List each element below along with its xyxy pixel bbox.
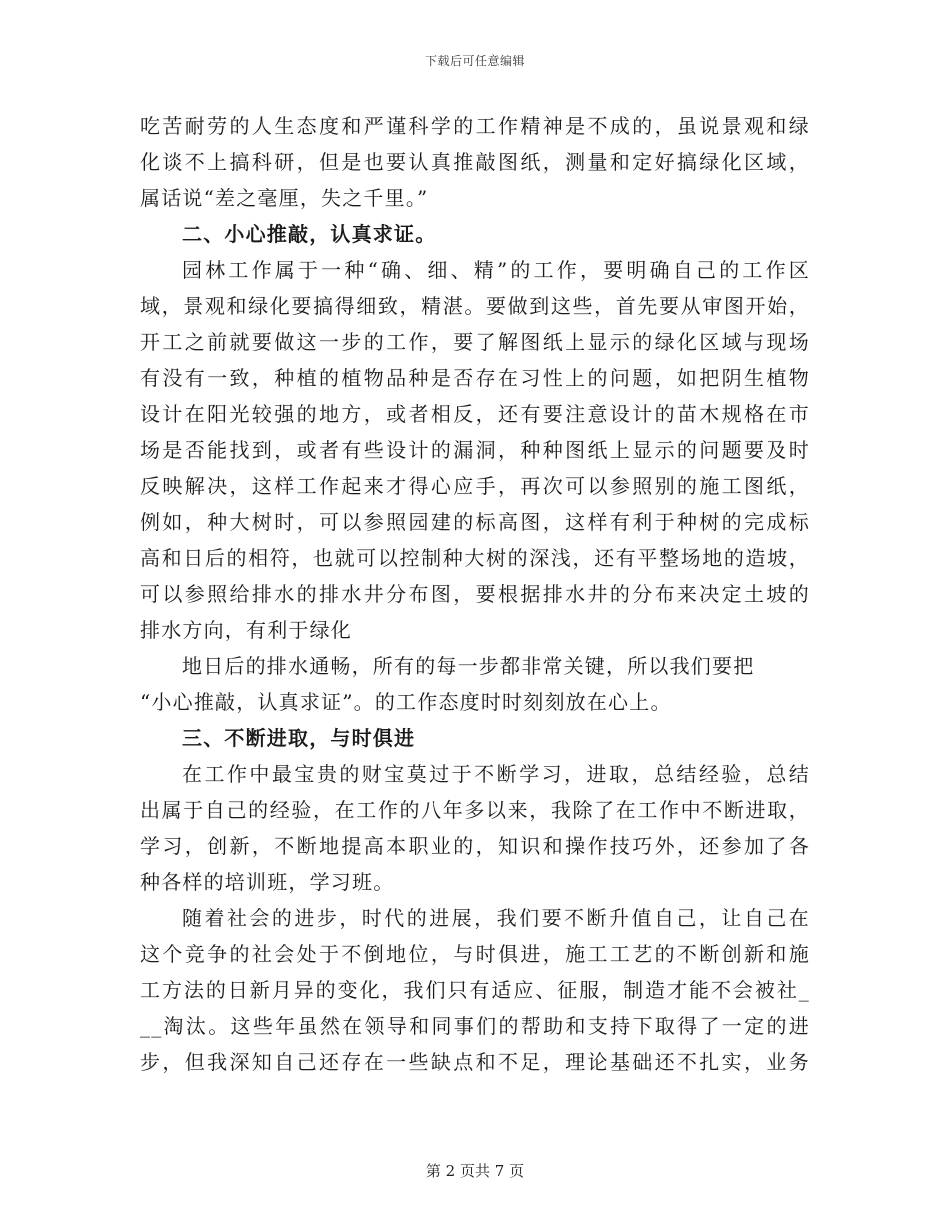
body-line: 吃苦耐劳的人生态度和严谨科学的工作精神是不成的，虽说景观和绿 xyxy=(140,114,810,138)
body-line: 例如，种大树时，可以参照园建的标高图，这样有利于种树的完成标 xyxy=(140,510,810,534)
body-line: __淘汰。这些年虽然在领导和同事们的帮助和支持下取得了一定的进 xyxy=(140,1014,810,1038)
section-heading: 三、不断进取，与时俱进 xyxy=(182,726,416,750)
body-line: 工方法的日新月异的变化，我们只有适应、征服，制造才能不会被社_ xyxy=(140,978,810,1002)
body-line: 有没有一致，种植的植物品种是否存在习性上的问题，如把阴生植物 xyxy=(140,366,810,390)
body-line: 场是否能找到，或者有些设计的漏洞，种种图纸上显示的问题要及时 xyxy=(140,438,810,462)
body-line: 属话说“差之毫厘，失之千里。” xyxy=(140,186,429,210)
body-line: “小心推敲，认真求证”。的工作态度时时刻刻放在心上。 xyxy=(140,690,672,714)
body-line: 排水方向，有利于绿化 xyxy=(140,618,352,642)
body-line: 步，但我深知自己还存在一些缺点和不足，理论基础还不扎实，业务 xyxy=(140,1050,810,1074)
section-heading: 二、小心推敲，认真求证。 xyxy=(182,222,437,246)
body-line: 反映解决，这样工作起来才得心应手，再次可以参照别的施工图纸， xyxy=(140,474,810,498)
body-line: 随着社会的进步，时代的进展，我们要不断升值自己，让自己在 xyxy=(182,906,810,930)
body-line: 在工作中最宝贵的财宝莫过于不断学习，进取，总结经验，总结 xyxy=(182,762,810,786)
body-line: 可以参照给排水的排水井分布图，要根据排水井的分布来决定土坡的 xyxy=(140,582,810,606)
body-line: 设计在阳光较强的地方，或者相反，还有要注意设计的苗木规格在市 xyxy=(140,402,810,426)
body-line: 这个竞争的社会处于不倒地位，与时俱进，施工工艺的不断创新和施 xyxy=(140,942,810,966)
body-line: 域，景观和绿化要搞得细致，精湛。要做到这些，首先要从审图开始， xyxy=(140,294,810,318)
body-line: 地日后的排水通畅，所有的每一步都非常关键，所以我们要把 xyxy=(182,654,755,678)
body-line: 化谈不上搞科研，但是也要认真推敲图纸，测量和定好搞绿化区域， xyxy=(140,150,810,174)
page-header: 下载后可任意编辑 xyxy=(424,54,525,68)
body-line: 高和日后的相符，也就可以控制种大树的深浅，还有平整场地的造坡， xyxy=(140,546,810,570)
document-body xyxy=(140,108,810,1080)
body-line: 开工之前就要做这一步的工作，要了解图纸上显示的绿化区域与现场 xyxy=(140,330,810,354)
body-line: 出属于自己的经验，在工作的八年多以来，我除了在工作中不断进取， xyxy=(140,798,810,822)
page-number: 第 2 页共 7 页 xyxy=(425,1162,525,1180)
body-line: 种各样的培训班，学习班。 xyxy=(140,870,395,894)
body-line: 园林工作属于一种“确、细、精”的工作，要明确自己的工作区 xyxy=(182,258,810,282)
body-line: 学习，创新，不断地提高本职业的，知识和操作技巧外，还参加了各 xyxy=(140,834,810,858)
